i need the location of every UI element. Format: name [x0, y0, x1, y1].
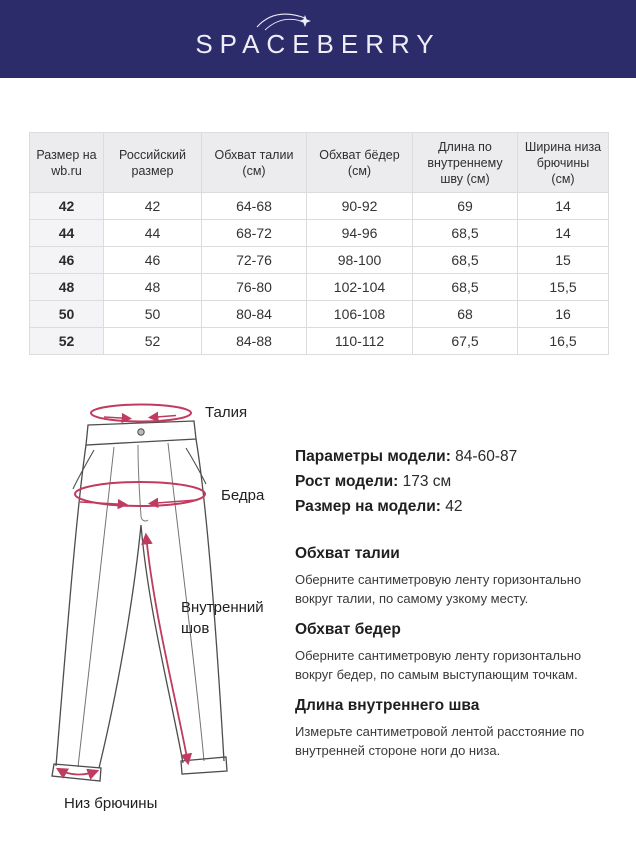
- cell-inseam: 69: [413, 193, 518, 220]
- hem-arrow: [58, 769, 97, 775]
- cell-hem: 15: [518, 247, 609, 274]
- measurement-marks: [58, 405, 205, 775]
- cell-hips: 98-100: [307, 247, 413, 274]
- col-header-ru-size: Российский размер: [104, 133, 202, 193]
- guide-waist-title: Обхват талии: [295, 545, 400, 562]
- guide-inseam-title: Длина внутреннего шва: [295, 697, 480, 714]
- cell-hem: 14: [518, 193, 609, 220]
- cell-waist: 72-76: [202, 247, 307, 274]
- table-row: [30, 301, 609, 328]
- model-params-row: [295, 444, 517, 469]
- cell-hips: 102-104: [307, 274, 413, 301]
- model-size-row: [295, 494, 517, 519]
- size-table: [29, 132, 609, 355]
- waist-arrow-right: [150, 416, 176, 418]
- hem-label: Низ брючины: [64, 795, 158, 812]
- measure-guide: [295, 545, 597, 773]
- cell-hips: 110-112: [307, 328, 413, 355]
- cell-ru-size: 42: [104, 193, 202, 220]
- col-header-inseam: Длина по внутреннему шву (см): [413, 133, 518, 193]
- cell-ru-size: 50: [104, 301, 202, 328]
- cell-hem: 16,5: [518, 328, 609, 355]
- inseam-arrow: [146, 535, 188, 763]
- cell-ru-size: 46: [104, 247, 202, 274]
- guide-waist-text: Оберните сантиметровую ленту горизонтально вокруг талии, по самому узкому месту.: [295, 572, 582, 606]
- hips-label: Бедра: [221, 487, 265, 504]
- cell-size: 46: [30, 247, 104, 274]
- cell-ru-size: 44: [104, 220, 202, 247]
- brand-logo-text: SPACEBERRY: [195, 28, 441, 59]
- table-row: [30, 328, 609, 355]
- cell-size: 52: [30, 328, 104, 355]
- table-row: [30, 220, 609, 247]
- comet-icon: [253, 5, 319, 35]
- waist-label: Талия: [205, 404, 248, 421]
- cell-inseam: 67,5: [413, 328, 518, 355]
- table-row: [30, 274, 609, 301]
- guide-inseam-text: Измерьте сантиметровой лентой расстояние по внутренней стороне ноги до низа.: [295, 724, 585, 758]
- col-header-hem-width: Ширина низа брючины (см): [518, 133, 609, 193]
- model-info: [295, 444, 517, 519]
- model-height-row: [295, 469, 517, 494]
- waist-arrow-left: [104, 417, 130, 419]
- guide-section-inseam: [295, 697, 597, 760]
- cell-hem: 14: [518, 220, 609, 247]
- col-header-waist: Обхват талии (см): [202, 133, 307, 193]
- cell-size: 48: [30, 274, 104, 301]
- waist-ellipse: [91, 405, 191, 422]
- cell-size: 50: [30, 301, 104, 328]
- cell-waist: 84-88: [202, 328, 307, 355]
- brand-logo: [195, 19, 440, 60]
- model-size-value: 42: [445, 498, 463, 515]
- cell-inseam: 68,5: [413, 247, 518, 274]
- cell-inseam: 68,5: [413, 220, 518, 247]
- model-params-value: 84-60-87: [455, 448, 518, 465]
- col-header-wb-size: Размер на wb.ru: [30, 133, 104, 193]
- cell-hem: 15,5: [518, 274, 609, 301]
- model-height-value: 173 см: [402, 473, 452, 490]
- brand-header: [0, 0, 636, 78]
- table-row: [30, 193, 609, 220]
- cell-hips: 106-108: [307, 301, 413, 328]
- cell-hips: 90-92: [307, 193, 413, 220]
- table-row: [30, 247, 609, 274]
- guide-hips-text: Оберните сантиметровую ленту горизонтально вокруг бедер, по самым выступающим точкам.: [295, 648, 582, 682]
- cell-waist: 76-80: [202, 274, 307, 301]
- cell-hem: 16: [518, 301, 609, 328]
- guide-section-hips: [295, 621, 597, 684]
- cell-waist: 80-84: [202, 301, 307, 328]
- cell-waist: 64-68: [202, 193, 307, 220]
- cell-ru-size: 48: [104, 274, 202, 301]
- guide-hips-title: Обхват бедер: [295, 621, 401, 638]
- guide-section-waist: [295, 545, 597, 608]
- model-params-label: Параметры модели:: [295, 448, 451, 465]
- cell-waist: 68-72: [202, 220, 307, 247]
- col-header-hips: Обхват бёдер (см): [307, 133, 413, 193]
- cell-size: 44: [30, 220, 104, 247]
- model-height-label: Рост модели:: [295, 473, 399, 490]
- cell-size: 42: [30, 193, 104, 220]
- cell-hips: 94-96: [307, 220, 413, 247]
- table-header-row: [30, 133, 609, 193]
- inseam-label: Внутренний шов: [181, 599, 264, 637]
- cell-inseam: 68,5: [413, 274, 518, 301]
- cell-ru-size: 52: [104, 328, 202, 355]
- model-size-label: Размер на модели:: [295, 498, 441, 515]
- cell-inseam: 68: [413, 301, 518, 328]
